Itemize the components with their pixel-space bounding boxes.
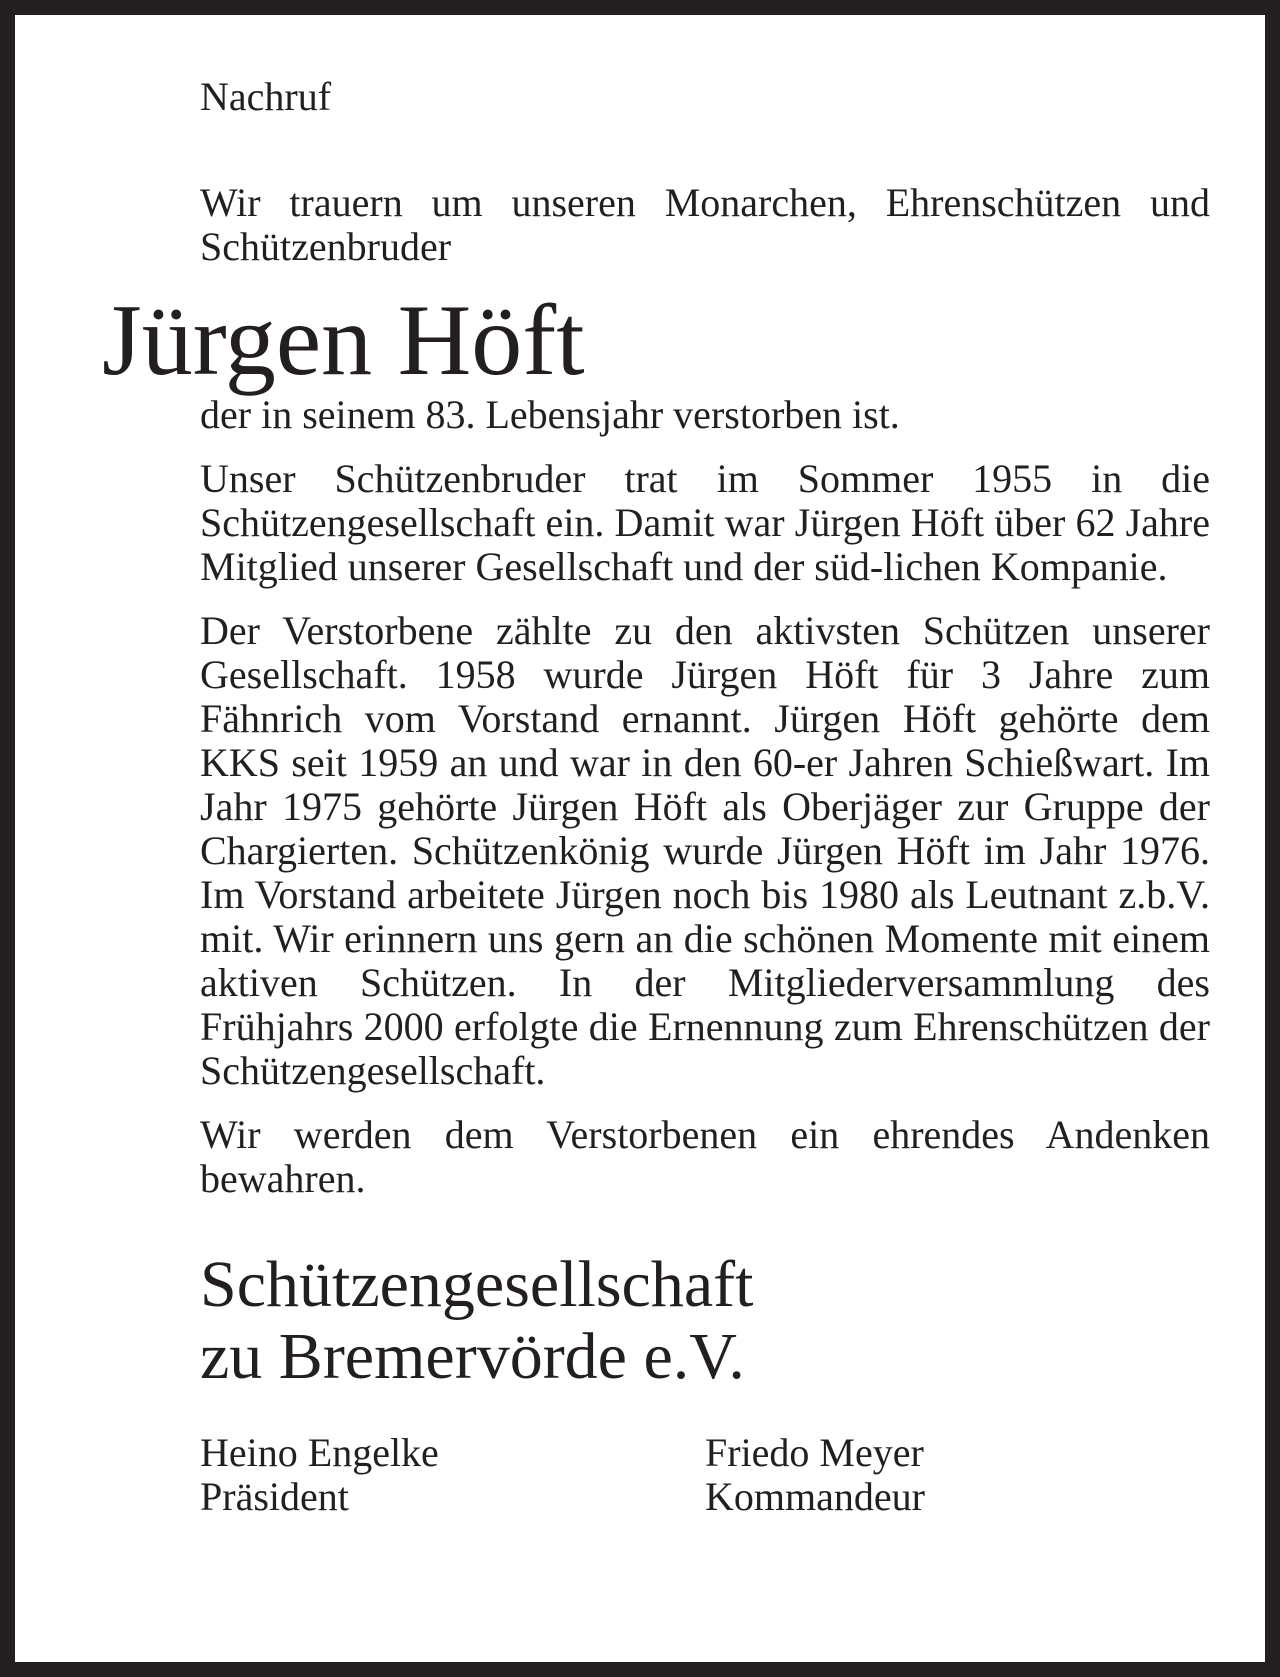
signer-role: Kommandeur — [705, 1474, 925, 1519]
obituary-content — [102, 74, 1210, 1519]
signers — [200, 1431, 1210, 1519]
organization-line-2: zu Bremervörde e.V. — [200, 1320, 745, 1393]
organization-name — [200, 1249, 1210, 1393]
organization-line-1: Schützengesellschaft — [200, 1248, 754, 1321]
paragraph-membership: Unser Schützenbruder trat im Sommer 1955 in die Schützengesellschaft ein. Damit war Jürgen Höft über 62 Jahre Mitglied unserer Gesellschaft und der süd-lichen Kompanie. — [200, 456, 1210, 589]
notice-heading: Nachruf — [200, 74, 332, 119]
deceased-name: Jürgen Höft — [102, 284, 585, 397]
signer-commander — [705, 1431, 1210, 1519]
intro-text: Wir trauern um unseren Monarchen, Ehrenschützen und Schützenbruder — [200, 180, 1210, 269]
signer-president — [200, 1431, 705, 1519]
signer-name: Heino Engelke — [200, 1430, 439, 1475]
paragraph-career: Der Verstorbene zählte zu den aktivsten Schützen unserer Gesellschaft. 1958 wurde Jürgen Höft für 3 Jahre zum Fähnrich vom Vorstand ernannt. Jürgen Höft gehörte dem KKS seit 1959 an und war in den 60-er Jahren Schießwart. Im Jahr 1975 gehörte Jürgen Höft als Oberjäger zur Gruppe der Chargierten. Schützenkönig wurde Jürgen Höft im Jahr 1976. Im Vorstand arbeitete Jürgen noch bis 1980 als Leutnant z.b.V. mit. Wir erinnern uns gern an die schönen Momente mit einem aktiven Schützen. In der Mitgliederversammlung des Frühjahrs 2000 erfolgte die Ernennung zum Ehrenschützen der Schützengesellschaft. — [200, 608, 1210, 1093]
paragraph-age: der in seinem 83. Lebensjahr verstorben ist. — [200, 392, 900, 437]
signer-name: Friedo Meyer — [705, 1430, 924, 1475]
paragraph-remembrance: Wir werden dem Verstorbenen ein ehrendes Andenken bewahren. — [200, 1112, 1210, 1201]
signer-role: Präsident — [200, 1474, 349, 1519]
